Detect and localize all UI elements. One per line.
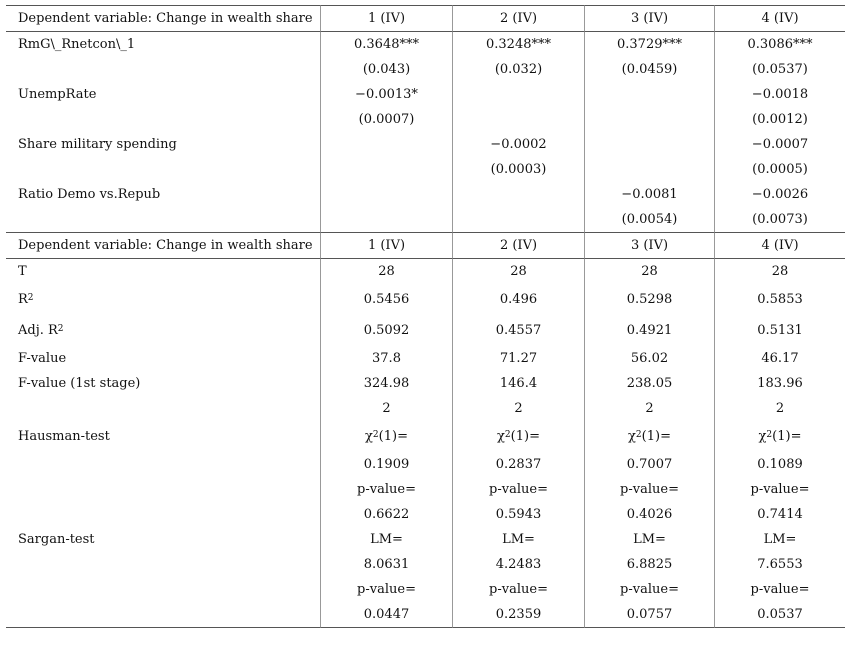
- row-label: Ratio Demo vs.Repub: [18, 187, 161, 202]
- r2-label: R: [18, 292, 28, 307]
- table-cell: 146.4: [452, 371, 584, 396]
- table-cell: (0.0012): [714, 107, 845, 132]
- row-label: RmG\_Rnetcon\_1: [18, 37, 136, 52]
- chi-suffix: (1)=: [510, 429, 540, 444]
- table-row: [6, 157, 845, 182]
- header-cell: 4 (IV): [714, 232, 845, 259]
- table-cell: 0.5456: [320, 284, 452, 315]
- table-cell: 28: [452, 259, 584, 284]
- table-cell: 324.98: [320, 371, 452, 396]
- table-cell: [452, 107, 584, 132]
- row-label: [6, 107, 320, 132]
- table-cell: 71.27: [452, 346, 584, 371]
- header-cell: 2 (IV): [452, 5, 584, 32]
- table-cell: [584, 157, 714, 182]
- row-label: Hausman-test: [18, 429, 110, 444]
- chi-superscript: 2: [635, 430, 642, 440]
- table-row: [6, 259, 845, 284]
- table-cell: (0.0537): [714, 57, 845, 82]
- row-label: F-value (1st stage): [18, 376, 141, 391]
- table-cell: −0.0002: [452, 132, 584, 157]
- table-cell: 0.4921: [584, 315, 714, 346]
- row-label: [6, 396, 320, 421]
- table-row: [6, 527, 845, 552]
- row-label: [6, 452, 320, 477]
- table-cell: (0.0005): [714, 157, 845, 182]
- table-cell: p-value=: [452, 577, 584, 602]
- table-cell: (0.0054): [584, 207, 714, 232]
- table-row: [6, 371, 845, 396]
- table-row: [6, 207, 845, 232]
- row-label: [6, 157, 320, 182]
- table-cell: [320, 207, 452, 232]
- table-cell: 28: [584, 259, 714, 284]
- row-label: [6, 577, 320, 602]
- table-cell: −0.0007: [714, 132, 845, 157]
- table-cell: 0.7414: [714, 502, 845, 527]
- table-cell: 0.5298: [584, 284, 714, 315]
- stats-header-row: [6, 232, 845, 259]
- row-label: UnempRate: [18, 87, 97, 102]
- chi-superscript: 2: [504, 430, 511, 440]
- table-cell: [452, 82, 584, 107]
- table-row: [6, 57, 845, 82]
- table-cell: −0.0018: [714, 82, 845, 107]
- table-row: [6, 502, 845, 527]
- table-cell: [584, 421, 714, 452]
- table-cell: [320, 157, 452, 182]
- chi-suffix: (1)=: [378, 429, 408, 444]
- adj-r2-superscript: 2: [57, 324, 64, 334]
- table-row: [6, 32, 845, 57]
- table-row: [6, 477, 845, 502]
- header-cell: 2 (IV): [452, 232, 584, 259]
- table-cell: LM=: [584, 527, 714, 552]
- table-cell: [584, 132, 714, 157]
- table-cell: 0.0757: [584, 602, 714, 628]
- header-cell: 1 (IV): [320, 232, 452, 259]
- table-cell: 0.2359: [452, 602, 584, 628]
- table-cell: LM=: [452, 527, 584, 552]
- table-header-row: [6, 5, 845, 32]
- table-cell: 4.2483: [452, 552, 584, 577]
- chi-symbol: χ: [497, 429, 505, 444]
- table-row: [6, 602, 845, 628]
- table-cell: 0.2837: [452, 452, 584, 477]
- table-row: [6, 107, 845, 132]
- table-cell: (0.0073): [714, 207, 845, 232]
- r2-superscript: 2: [27, 293, 34, 303]
- table-cell: 0.3729***: [584, 32, 714, 57]
- table-cell: −0.0013*: [320, 82, 452, 107]
- chi-symbol: χ: [758, 429, 767, 444]
- table-row: [6, 396, 845, 421]
- table-cell: (0.0007): [320, 107, 452, 132]
- table-cell: 2: [452, 396, 584, 421]
- table-cell: 0.4026: [584, 502, 714, 527]
- table-cell: [452, 207, 584, 232]
- table-cell: p-value=: [584, 477, 714, 502]
- chi-suffix: (1)=: [772, 429, 802, 444]
- table-cell: 2: [714, 396, 845, 421]
- table-cell: 0.496: [452, 284, 584, 315]
- table-cell: p-value=: [714, 577, 845, 602]
- table-cell: p-value=: [320, 477, 452, 502]
- chi-symbol: χ: [365, 429, 373, 444]
- table-cell: 0.5853: [714, 284, 845, 315]
- table-cell: 2: [584, 396, 714, 421]
- regression-table: [6, 5, 845, 628]
- chi-superscript: 2: [372, 430, 379, 440]
- table-cell: [584, 82, 714, 107]
- table-cell: LM=: [714, 527, 845, 552]
- table-cell: 0.4557: [452, 315, 584, 346]
- table-cell: 0.6622: [320, 502, 452, 527]
- row-label: T: [18, 264, 27, 279]
- table-cell: [320, 132, 452, 157]
- table-cell: −0.0081: [584, 182, 714, 207]
- table-cell: 28: [714, 259, 845, 284]
- table-cell: [452, 182, 584, 207]
- header-cell: 4 (IV): [714, 5, 845, 32]
- table-cell: 0.1089: [714, 452, 845, 477]
- table-cell: −0.0026: [714, 182, 845, 207]
- coefficients-section: [6, 32, 845, 232]
- table-cell: (0.0003): [452, 157, 584, 182]
- header-cell: 3 (IV): [584, 232, 714, 259]
- table-cell: 183.96: [714, 371, 845, 396]
- header-cell: 3 (IV): [584, 5, 714, 32]
- table-row: [6, 577, 845, 602]
- table-cell: 238.05: [584, 371, 714, 396]
- table-cell: 56.02: [584, 346, 714, 371]
- row-label: [6, 602, 320, 628]
- header-cell: Dependent variable: Change in wealth share: [6, 232, 320, 259]
- table-cell: [320, 421, 452, 452]
- table-cell: 0.0537: [714, 602, 845, 628]
- table-cell: p-value=: [714, 477, 845, 502]
- table-cell: [714, 421, 845, 452]
- row-label: [6, 207, 320, 232]
- table-cell: 37.8: [320, 346, 452, 371]
- table-cell: [452, 421, 584, 452]
- row-label: [6, 284, 320, 315]
- table-cell: p-value=: [452, 477, 584, 502]
- table-cell: 0.3648***: [320, 32, 452, 57]
- chi-superscript: 2: [766, 430, 773, 440]
- table-row: [6, 182, 845, 207]
- table-cell: 0.0447: [320, 602, 452, 628]
- adj-r2-label: Adj. R: [18, 323, 58, 338]
- table-cell: 6.8825: [584, 552, 714, 577]
- table-cell: LM=: [320, 527, 452, 552]
- table-cell: p-value=: [320, 577, 452, 602]
- table-row: [6, 421, 845, 452]
- table-cell: 2: [320, 396, 452, 421]
- table-cell: (0.032): [452, 57, 584, 82]
- table-cell: (0.0459): [584, 57, 714, 82]
- row-label: Sargan-test: [18, 532, 95, 547]
- table-cell: p-value=: [584, 577, 714, 602]
- header-cell: 1 (IV): [320, 5, 452, 32]
- table-row: [6, 132, 845, 157]
- row-label: [6, 552, 320, 577]
- header-cell: Dependent variable: Change in wealth share: [6, 5, 320, 32]
- row-label: [6, 502, 320, 527]
- table-cell: 0.3086***: [714, 32, 845, 57]
- table-cell: [320, 182, 452, 207]
- table-cell: 46.17: [714, 346, 845, 371]
- table-row: [6, 82, 845, 107]
- table-cell: 28: [320, 259, 452, 284]
- row-label: F-value: [18, 351, 67, 366]
- table-cell: 0.3248***: [452, 32, 584, 57]
- table-cell: 0.5131: [714, 315, 845, 346]
- chi-symbol: χ: [628, 429, 636, 444]
- table-cell: 0.5092: [320, 315, 452, 346]
- table-cell: 0.1909: [320, 452, 452, 477]
- tests-section: [6, 452, 845, 628]
- table-cell: 0.5943: [452, 502, 584, 527]
- row-label: [6, 315, 320, 346]
- table-row: [6, 346, 845, 371]
- table-cell: 7.6553: [714, 552, 845, 577]
- table-row: [6, 552, 845, 577]
- table-row: [6, 284, 845, 315]
- chi-suffix: (1)=: [641, 429, 671, 444]
- row-label: Share military spending: [18, 137, 177, 152]
- table-cell: (0.043): [320, 57, 452, 82]
- row-label: [6, 477, 320, 502]
- table-cell: [584, 107, 714, 132]
- table-cell: 0.7007: [584, 452, 714, 477]
- row-label: [6, 57, 320, 82]
- table-row: [6, 452, 845, 477]
- table-cell: 8.0631: [320, 552, 452, 577]
- table-row: [6, 315, 845, 346]
